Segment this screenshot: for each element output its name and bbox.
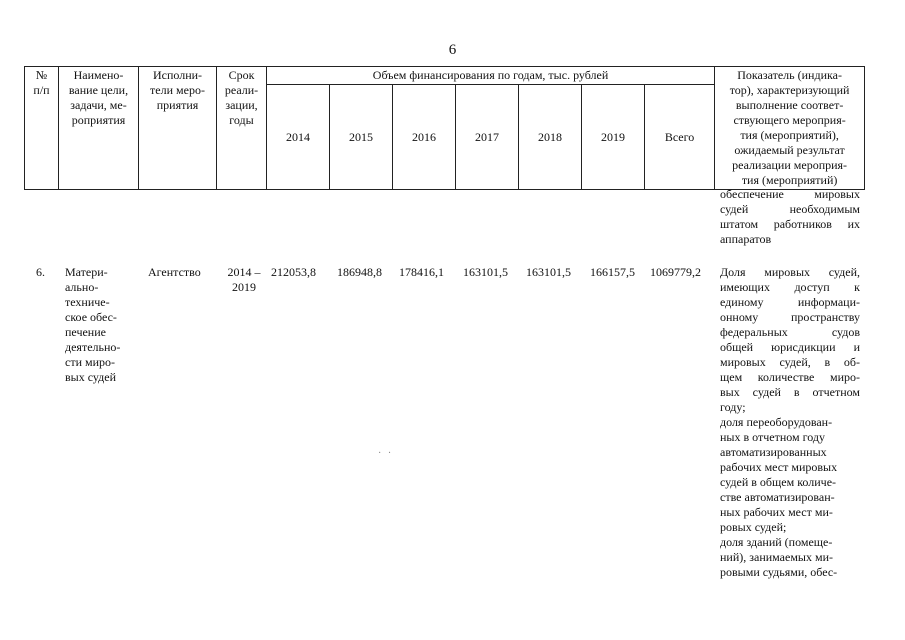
indicator-line: ных рабочих мест ми- <box>720 505 833 519</box>
continuation-line: аппаратов <box>720 232 772 246</box>
header-executors: Исполни- тели меро- приятия <box>139 67 217 190</box>
indicator-line: щем количестве миро- <box>720 370 860 384</box>
row-name-line: техниче- <box>65 295 110 309</box>
indicator-line: году; <box>720 400 746 414</box>
row-term: 2014 – 2019 <box>227 265 261 294</box>
header-year-2015: 2015 <box>330 85 393 190</box>
row-name-line: ское обес- <box>65 310 117 324</box>
header-name: Наимено- вание цели, задачи, ме- роприятия <box>59 67 139 190</box>
indicator-line: ных в отчетном году <box>720 430 826 444</box>
indicator-line: имеющих доступ к <box>720 280 860 294</box>
row-name-line: Матери- <box>65 265 108 279</box>
header-year-2017: 2017 <box>456 85 519 190</box>
header-year-2018: 2018 <box>519 85 582 190</box>
header-num: № п/п <box>25 67 59 190</box>
row-indicator <box>720 265 860 580</box>
value-total: 1069779,2 <box>650 265 701 279</box>
row-executor: Агентство <box>148 265 201 279</box>
header-total: Всего <box>645 85 715 190</box>
page-number: 6 <box>448 42 457 58</box>
indicator-line: Доля мировых судей, <box>720 265 860 279</box>
header-table <box>24 66 865 190</box>
header-financing: Объем финансирования по годам, тыс. рублей <box>267 67 715 85</box>
header-year-2019: 2019 <box>582 85 645 190</box>
indicator-line: судей в общем количе- <box>720 475 837 489</box>
header-year-2016: 2016 <box>393 85 456 190</box>
indicator-line: общей юрисдикции и <box>720 340 860 354</box>
continuation-line: судей необходимым <box>720 202 860 216</box>
indicator-line: мировых судей, в об- <box>720 355 860 369</box>
indicator-line: доля переоборудован- <box>720 415 833 429</box>
row-name-line: сти миро- <box>65 355 116 369</box>
row-name-line: вых судей <box>65 370 116 384</box>
indicator-line: доля зданий (помеще- <box>720 535 833 549</box>
row-number: 6. <box>36 265 45 279</box>
value-2015: 186948,8 <box>337 265 382 279</box>
indicator-line: единому информаци- <box>720 295 860 309</box>
indicator-line: федеральных судов <box>720 325 860 339</box>
continuation-line: штатом работников их <box>720 217 860 231</box>
indicator-line: ровыми судьями, обес- <box>720 565 838 579</box>
indicator-line: рабочих мест мировых <box>720 460 838 474</box>
continuation-text <box>720 187 860 247</box>
row-name-line: ально- <box>65 280 99 294</box>
row-name-line: печение <box>65 325 106 339</box>
header-term: Срок реали- зации, годы <box>217 67 267 190</box>
value-2019: 166157,5 <box>590 265 635 279</box>
row-name-line: деятельно- <box>65 340 121 354</box>
header-indicator: Показатель (индика- тор), характеризующий выполнение соответ- ствующего мероприя- тия (мероприятий), ожидаемый результат реализации мероприя- тия (мероприятий) <box>715 67 865 190</box>
value-2016: 178416,1 <box>399 265 444 279</box>
value-2018: 163101,5 <box>526 265 571 279</box>
continuation-line: обеспечение мировых <box>720 187 860 201</box>
indicator-line: онному пространству <box>720 310 860 324</box>
indicator-line: автоматизированных <box>720 445 827 459</box>
value-2014: 212053,8 <box>271 265 316 279</box>
indicator-line: стве автоматизирован- <box>720 490 835 504</box>
indicator-line: ний), занимаемых ми- <box>720 550 834 564</box>
value-2017: 163101,5 <box>463 265 508 279</box>
row-name <box>65 265 143 385</box>
header-year-2014: 2014 <box>267 85 330 190</box>
indicator-line: ровых судей; <box>720 520 787 534</box>
scan-specks: · · <box>378 448 394 459</box>
indicator-line: вых судей в отчетном <box>720 385 860 399</box>
